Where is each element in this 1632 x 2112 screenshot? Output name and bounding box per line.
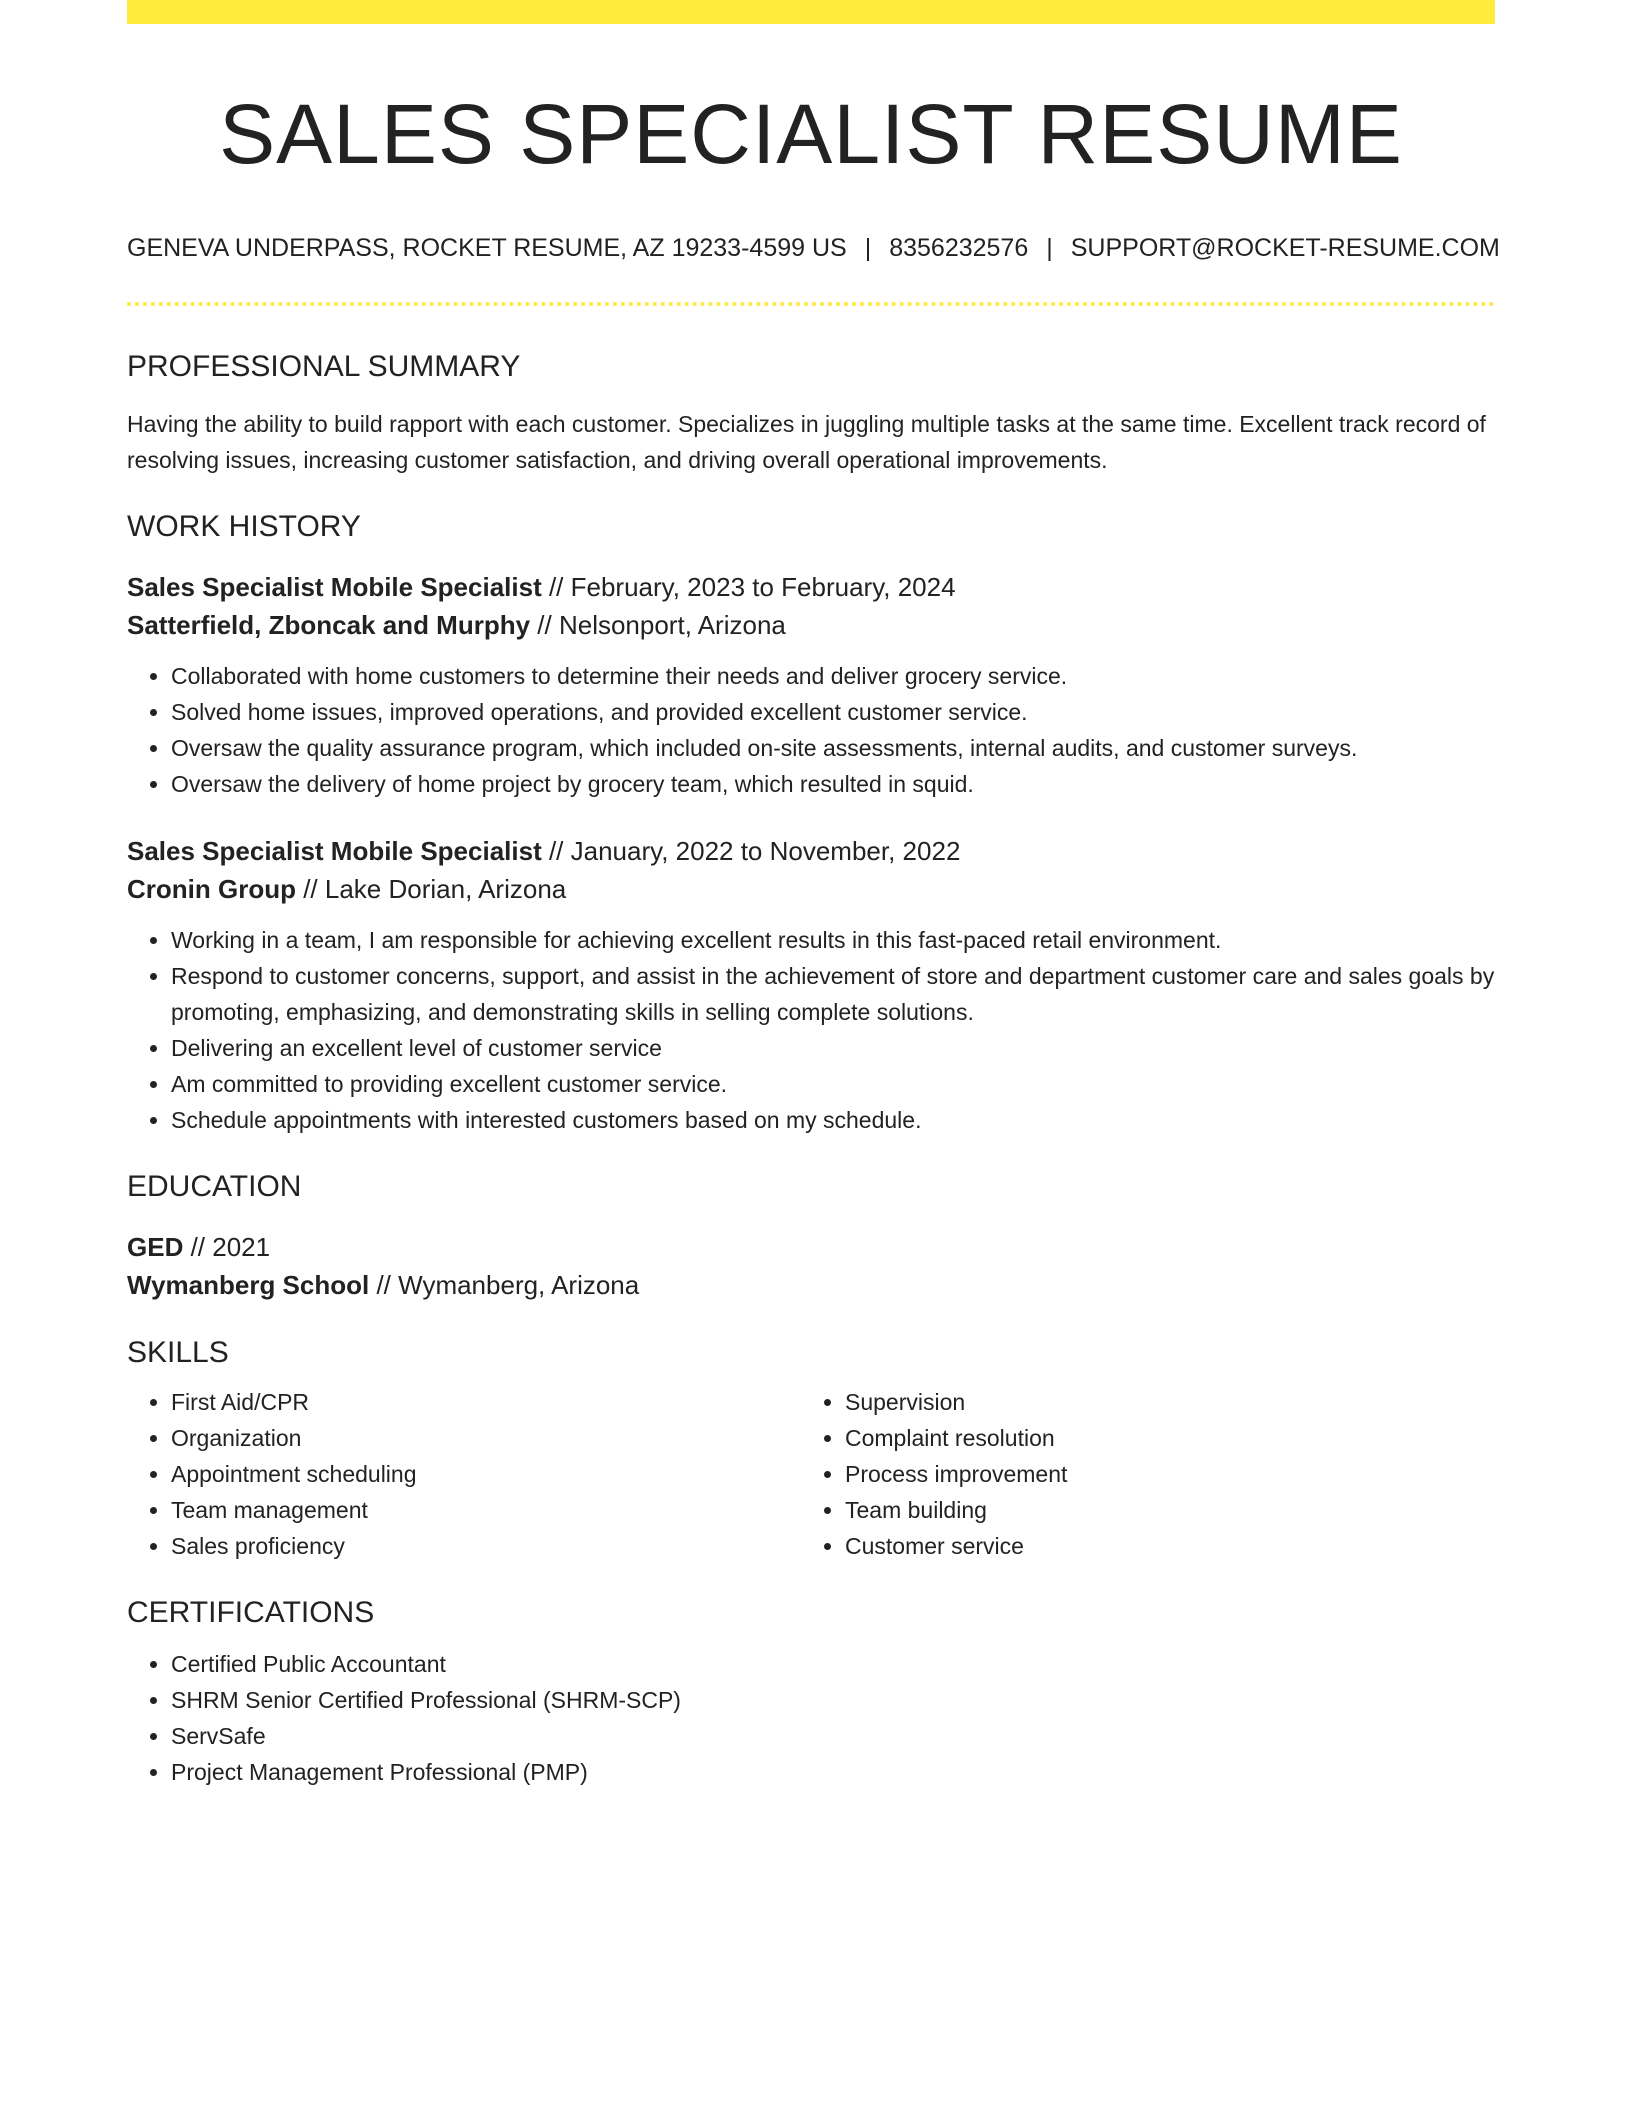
job-title-line: [127, 832, 1495, 870]
list-item: • Complaint resolution: [845, 1420, 1475, 1456]
dotted-divider: [127, 302, 1495, 306]
resume-title: SALES SPECIALIST RESUME: [219, 87, 1403, 181]
job-entry: [127, 832, 1495, 1138]
job-title-line: [127, 568, 1495, 606]
education-school: Wymanberg School: [127, 1270, 370, 1300]
education-year: // 2021: [183, 1232, 271, 1262]
list-item: • Project Management Professional (PMP): [171, 1754, 1495, 1790]
work-history-heading: WORK HISTORY: [127, 510, 361, 543]
education-degree: GED: [127, 1232, 184, 1262]
list-item: • Certified Public Accountant: [171, 1646, 1495, 1682]
resume-page: [127, 0, 1500, 1790]
list-item: • Delivering an excellent level of customer service: [171, 1030, 1495, 1066]
list-item: • Am committed to providing excellent customer service.: [171, 1066, 1495, 1102]
list-item: • Process improvement: [845, 1456, 1475, 1492]
education-heading: EDUCATION: [127, 1170, 302, 1203]
contact-email: SUPPORT@ROCKET-RESUME.COM: [1070, 234, 1500, 262]
list-item: • Team building: [845, 1492, 1475, 1528]
list-item: • Team management: [171, 1492, 801, 1528]
contact-separator: |: [1046, 234, 1053, 262]
job-company-line: [127, 606, 1495, 644]
skills-grid: [127, 1384, 1495, 1564]
skills-list: [801, 1384, 1475, 1564]
accent-top-bar: [127, 0, 1495, 24]
job-bullets: [127, 922, 1495, 1138]
list-item: • Customer service: [845, 1528, 1475, 1564]
certifications-heading: CERTIFICATIONS: [127, 1596, 375, 1629]
skills-heading: SKILLS: [127, 1336, 229, 1369]
job-dates: // February, 2023 to February, 2024: [541, 572, 956, 602]
list-item: • Organization: [171, 1420, 801, 1456]
job-company-line: [127, 870, 1495, 908]
job-dates: // January, 2022 to November, 2022: [541, 836, 961, 866]
list-item: • First Aid/CPR: [171, 1384, 801, 1420]
list-item: • Collaborated with home customers to determine their needs and deliver grocery service.: [171, 658, 1495, 694]
job-entry: [127, 568, 1495, 802]
list-item: • ServSafe: [171, 1718, 1495, 1754]
certifications-list: [127, 1646, 1495, 1790]
job-title: Sales Specialist Mobile Specialist: [127, 836, 542, 866]
skills-column-right: [801, 1384, 1475, 1564]
education-location: // Wymanberg, Arizona: [369, 1270, 640, 1300]
education-school-line: [127, 1266, 1495, 1304]
summary-text: Having the ability to build rapport with each customer. Specializes in juggling multiple tasks at the same time. Excellent track record of resolving issues, increasing customer satisfaction, and driving overall operational improvements.: [127, 411, 1486, 473]
list-item: • Sales proficiency: [171, 1528, 801, 1564]
list-item: • Supervision: [845, 1384, 1475, 1420]
job-location: // Lake Dorian, Arizona: [295, 874, 567, 904]
job-bullets: [127, 658, 1495, 802]
list-item: • SHRM Senior Certified Professional (SHRM-SCP): [171, 1682, 1495, 1718]
list-item: • Respond to customer concerns, support, and assist in the achievement of store and department customer care and sales goals by promoting, emphasizing, and demonstrating skills in selling complete solutions.: [171, 958, 1495, 1030]
contact-address: GENEVA UNDERPASS, ROCKET RESUME, AZ 19233-4599 US: [127, 234, 847, 262]
contact-line: [127, 232, 1500, 264]
list-item: • Appointment scheduling: [171, 1456, 801, 1492]
list-item: • Oversaw the quality assurance program, which included on-site assessments, internal audits, and customer surveys.: [171, 730, 1495, 766]
list-item: • Working in a team, I am responsible for achieving excellent results in this fast-paced retail environment.: [171, 922, 1495, 958]
education-degree-line: [127, 1228, 1495, 1266]
list-item: • Schedule appointments with interested customers based on my schedule.: [171, 1102, 1495, 1138]
skills-column-left: [127, 1384, 801, 1564]
job-company: Cronin Group: [127, 874, 296, 904]
summary-heading: PROFESSIONAL SUMMARY: [127, 350, 521, 383]
list-item: • Oversaw the delivery of home project by grocery team, which resulted in squid.: [171, 766, 1495, 802]
list-item: • Solved home issues, improved operations, and provided excellent customer service.: [171, 694, 1495, 730]
contact-phone: 8356232576: [889, 234, 1029, 262]
job-title: Sales Specialist Mobile Specialist: [127, 572, 542, 602]
job-company: Satterfield, Zboncak and Murphy: [127, 610, 531, 640]
skills-list: [127, 1384, 801, 1564]
contact-separator: |: [864, 234, 872, 262]
job-location: // Nelsonport, Arizona: [530, 610, 786, 640]
